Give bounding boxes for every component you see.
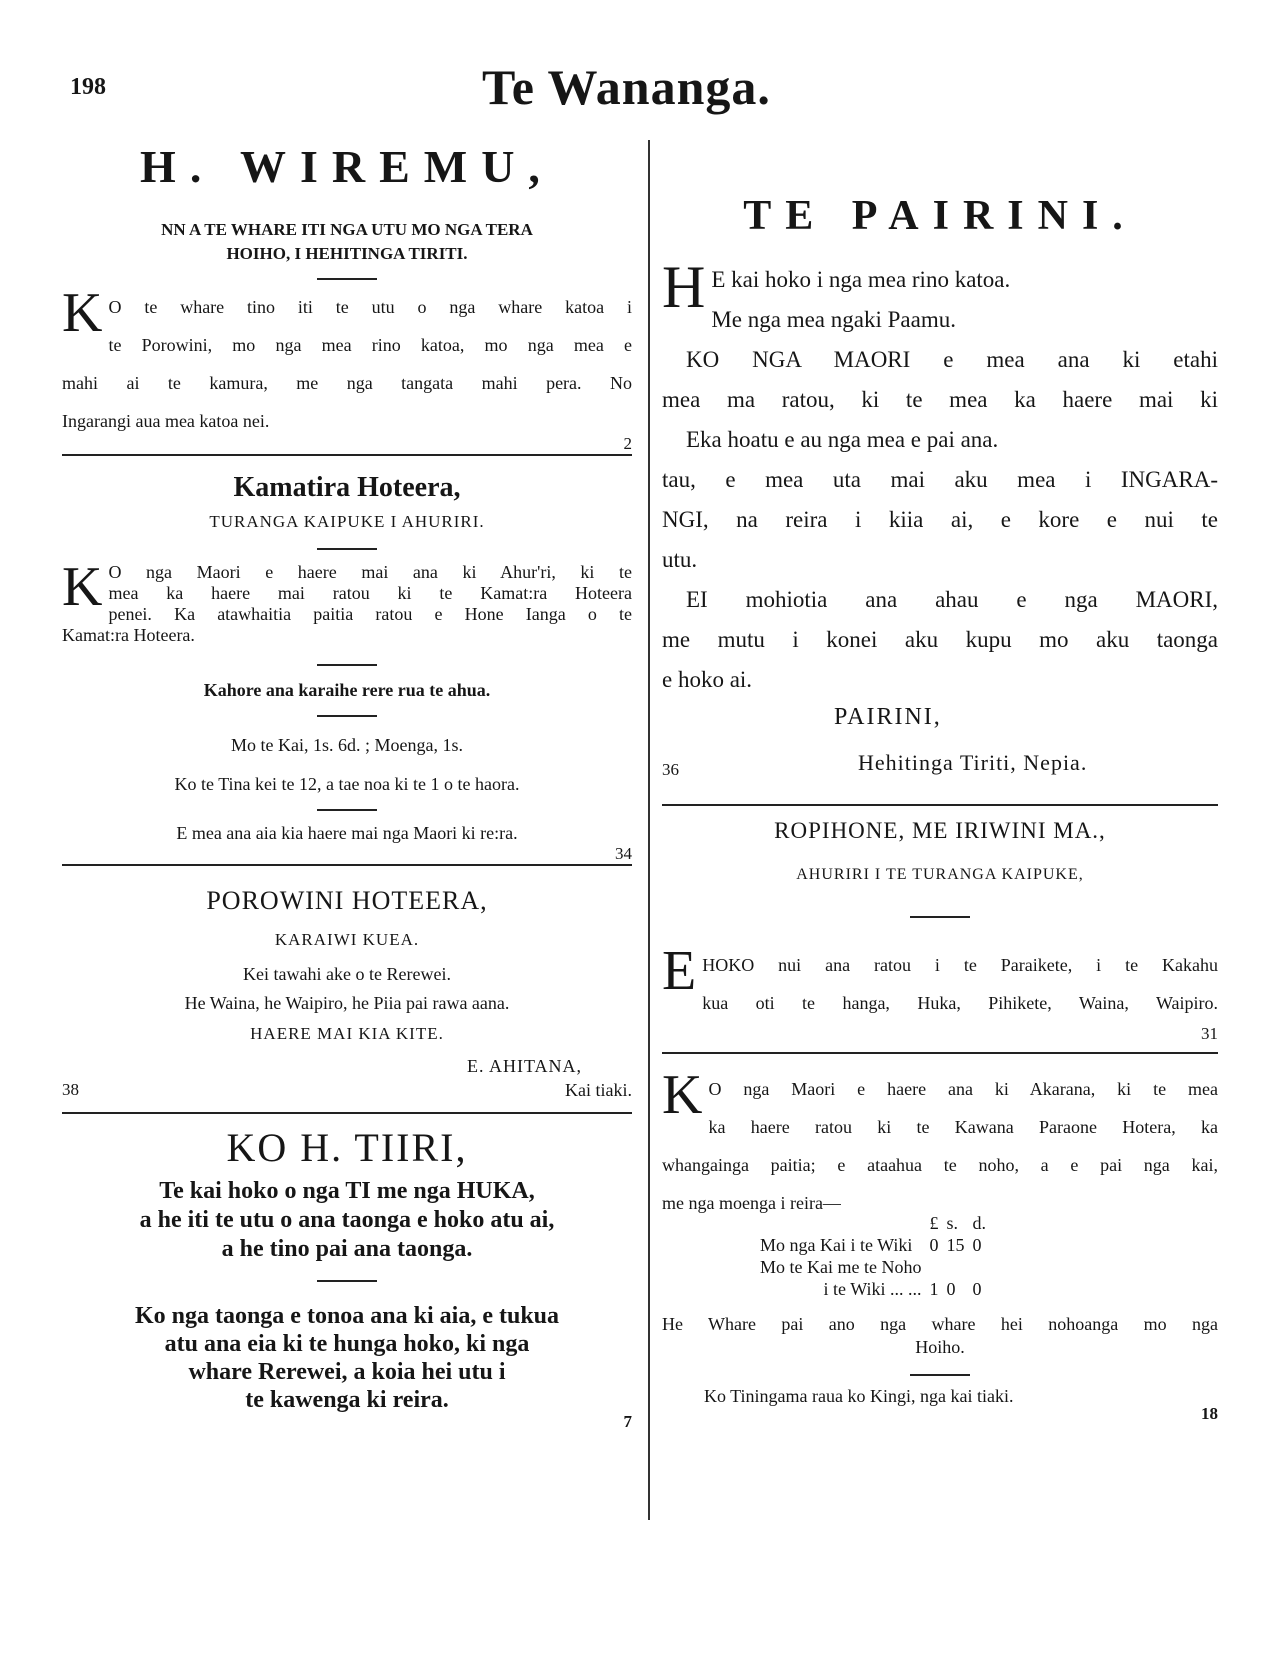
price-col-header: £ — [929, 1213, 939, 1233]
porowini-heading: POROWINI HOTEERA, — [206, 886, 488, 915]
short-rule — [317, 715, 377, 717]
right-column — [662, 140, 1218, 1426]
porowini-line: Kei tawahi ake o te Rerewei. — [243, 964, 451, 984]
body-line: Eka hoatu e au nga mea e pai ana. — [686, 427, 999, 452]
price-col-header: s. — [946, 1213, 958, 1233]
advert-number: 38 — [62, 1080, 79, 1099]
dropcap-letter: H — [662, 254, 706, 320]
body-line: KO NGA MAORI e mea ana ki etahi — [686, 347, 1218, 372]
pairini-signature-block — [662, 704, 1218, 794]
section-rule — [62, 1112, 632, 1114]
porowini-signature-role: Kai tiaki. — [565, 1080, 632, 1100]
body-line: kua oti te hanga, Huka, Pihikete, Waina, Waipiro. — [702, 993, 1218, 1013]
wiremu-subheading-line: HOIHO, I HEHITINGA TIRITI. — [226, 244, 468, 263]
porowini-subheading: KARAIWI KUEA. — [274, 930, 420, 949]
tiiri-text-block — [62, 1177, 632, 1264]
wiremu-heading: H. WIREMU, — [140, 141, 554, 192]
body-line: Kamat:ra Hoteera. — [62, 625, 195, 645]
section-rule — [662, 1052, 1218, 1054]
price-row-label: Mo nga Kai i te Wiki — [760, 1235, 913, 1255]
kamatira-body — [62, 556, 632, 646]
pairini-signature: PAIRINI, — [834, 704, 942, 730]
advert-number: 2 — [623, 434, 632, 453]
kamatira-subheading: TURANGA KAIPUKE I AHURIRI. — [209, 512, 485, 531]
advert-paraone-hotera — [662, 1064, 1218, 1426]
price-value: 15 — [946, 1235, 965, 1255]
paraone-line: He Whare pai ano nga whare hei nohoanga mo nga — [662, 1314, 1218, 1334]
price-value: 0 — [946, 1279, 956, 1299]
dropcap-letter: K — [62, 556, 103, 618]
kamatira-line: Kahore ana karaihe rere rua te ahua. — [203, 680, 491, 700]
advert-porowini-hoteera — [62, 886, 632, 1114]
price-row-label: i te Wiki ... ... — [823, 1279, 922, 1299]
short-rule — [910, 916, 970, 918]
body-line: NGI, na reira i kiia ai, e kore e nui te — [662, 507, 1218, 532]
price-value: 0 — [972, 1279, 982, 1299]
advert-number: 31 — [1201, 1024, 1218, 1043]
column-divider — [648, 140, 650, 1520]
tiiri-line: te kawenga ki reira. — [245, 1387, 449, 1413]
wiremu-body — [62, 282, 632, 440]
ropihone-subheading: AHURIRI I TE TURANGA KAIPUKE, — [796, 866, 1084, 883]
tiiri-line: atu ana eia ki te hunga hoko, ki nga — [164, 1331, 530, 1357]
paraone-footer — [662, 1382, 1218, 1426]
body-line: mea ma ratou, ki te mea ka haere mai ki — [662, 387, 1218, 412]
short-rule — [910, 1374, 970, 1376]
body-line: O nga Maori e haere mai ana ki Ahur'ri, ki te — [108, 562, 632, 582]
kamatira-heading: Kamatira Hoteera, — [233, 472, 461, 503]
advert-kamatira-hoteera — [62, 472, 632, 866]
short-rule — [317, 1280, 377, 1282]
tiiri-line: a he tino pai ana taonga. — [221, 1236, 473, 1262]
tiiri-line: whare Rerewei, a koia hei utu i — [188, 1359, 506, 1385]
body-line: utu. — [662, 547, 698, 572]
kamatira-line: E mea ana aia kia haere mai nga Maori ki re:ra. — [176, 823, 518, 843]
advert-ropihone — [662, 818, 1218, 1054]
short-rule — [317, 664, 377, 666]
price-table — [756, 1212, 990, 1300]
price-value: 0 — [929, 1235, 939, 1255]
ropihone-body — [662, 940, 1218, 1022]
price-row — [756, 1234, 990, 1256]
wiremu-subheading — [62, 218, 632, 266]
porowini-line: He Waina, he Waipiro, he Piia pai rawa aana. — [184, 993, 510, 1013]
body-line: E kai hoko i nga mea rino katoa. — [711, 267, 1011, 292]
body-line: HOKO nui ana ratou i te Paraikete, i te Kakahu — [702, 955, 1218, 975]
body-line: Ingarangi aua mea katoa nei. — [62, 411, 270, 431]
price-row — [756, 1278, 990, 1300]
page-number: 198 — [70, 74, 106, 100]
dropcap-letter: K — [62, 282, 103, 344]
price-value: 0 — [972, 1235, 982, 1255]
advert-wiremu — [62, 140, 632, 456]
advert-number: 36 — [662, 760, 679, 779]
body-line: mahi ai te kamura, me nga tangata mahi pera. No — [62, 373, 632, 393]
dropcap-letter: E — [662, 940, 697, 1002]
section-rule — [62, 864, 632, 866]
tiiri-line: Ko nga taonga e tonoa ana ki aia, e tukua — [134, 1303, 560, 1329]
body-line: me mutu i konei aku kupu mo aku taonga — [662, 627, 1218, 652]
body-line: O te whare tino iti te utu o nga whare katoa i — [108, 297, 632, 317]
price-row-label: Mo te Kai me te Noho — [760, 1257, 922, 1277]
section-rule — [662, 804, 1218, 806]
short-rule — [317, 548, 377, 550]
body-line: te Porowini, mo nga mea rino katoa, mo nga mea e — [108, 335, 632, 355]
body-line: ka haere ratou ki te Kawana Paraone Hotera, ka — [708, 1117, 1218, 1137]
porowini-line: HAERE MAI KIA KITE. — [250, 1024, 444, 1043]
body-line: EI mohiotia ana ahau e nga MAORI, — [686, 587, 1218, 612]
dropcap-letter: K — [662, 1064, 703, 1126]
price-row — [756, 1256, 990, 1278]
body-line: me nga moenga i reira— — [662, 1193, 841, 1213]
tiiri-line: a he iti te utu o ana taonga e hoko atu ai, — [139, 1207, 555, 1233]
paraone-line: Hoiho. — [915, 1337, 965, 1357]
advert-tiiri — [62, 1124, 632, 1432]
price-col-header: d. — [972, 1213, 986, 1233]
paraone-line: Ko Tiningama raua ko Kingi, nga kai tiaki. — [704, 1386, 1014, 1406]
porowini-signature-block — [62, 1052, 632, 1102]
pairini-heading: TE PAIRINI. — [743, 193, 1137, 239]
body-line: Me nga mea ngaki Paamu. — [711, 307, 956, 332]
advert-number: 7 — [623, 1412, 632, 1431]
section-rule — [62, 454, 632, 456]
body-line: O nga Maori e haere ana ki Akarana, ki te mea — [708, 1079, 1218, 1099]
short-rule — [317, 278, 377, 280]
tiiri-text-block — [62, 1302, 632, 1414]
wiremu-subheading-line: NN A TE WHARE ITI NGA UTU MO NGA TERA — [161, 220, 533, 239]
body-line: tau, e mea uta mai aku mea i INGARA- — [662, 467, 1218, 492]
tiiri-heading: KO H. TIIRI, — [226, 1125, 468, 1170]
body-line: penei. Ka atawhaitia paitia ratou e Hone Ianga o te — [108, 604, 632, 624]
price-value: 1 — [929, 1279, 939, 1299]
paraone-body — [662, 1064, 1218, 1222]
kamatira-line: Mo te Kai, 1s. 6d. ; Moenga, 1s. — [231, 735, 463, 755]
advert-pairini — [662, 192, 1218, 806]
masthead-title: Te Wananga. — [482, 59, 771, 115]
advert-number: 18 — [1201, 1404, 1218, 1423]
porowini-signature: E. AHITANA, — [466, 1056, 582, 1076]
pairini-body — [662, 254, 1218, 700]
tiiri-line: Te kai hoko o nga TI me nga HUKA, — [159, 1178, 535, 1204]
short-rule — [317, 809, 377, 811]
pairini-address: Hehitinga Tiriti, Nepia. — [858, 750, 1088, 775]
body-line: whangainga paitia; e ataahua te noho, a e pai nga kai, — [662, 1155, 1218, 1175]
ropihone-heading: ROPIHONE, ME IRIWINI MA., — [774, 818, 1106, 843]
body-line: e hoko ai. — [662, 667, 753, 692]
kamatira-line: Ko te Tina kei te 12, a tae noa ki te 1 o te haora. — [174, 774, 520, 794]
advert-number: 34 — [615, 844, 632, 863]
left-column — [62, 140, 632, 1432]
body-line: mea ka haere mai ratou ki te Kamat:ra Hoteera — [108, 583, 632, 603]
